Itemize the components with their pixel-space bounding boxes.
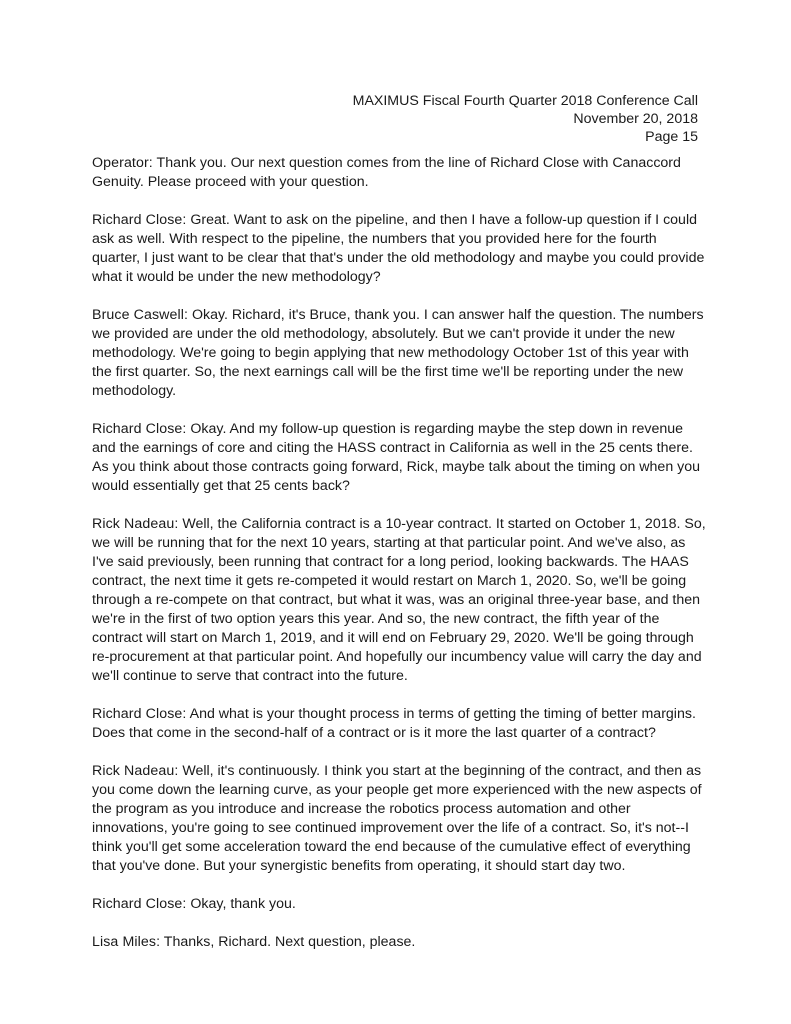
speaker-name: Lisa Miles: [92, 934, 161, 950]
transcript-paragraph [92, 211, 706, 287]
transcript-paragraph [92, 306, 706, 401]
transcript-paragraph [92, 420, 706, 496]
speech-text: Okay, thank you. [186, 896, 296, 912]
document-title: MAXIMUS Fiscal Fourth Quarter 2018 Conference Call [352, 93, 698, 109]
speaker-name: Operator: [92, 155, 153, 171]
speaker-name: Rick Nadeau: [92, 763, 179, 779]
transcript-paragraph [92, 933, 706, 952]
document-date: November 20, 2018 [573, 111, 698, 127]
speech-text: Great. Want to ask on the pipeline, and then I have a follow-up question if I could ask as well. With respect to the pipeline, the numbers that you provided here for the fourth quarter, I just want to be clear that that's under the old methodology and maybe you could provide what it would be under the new methodology? [92, 212, 705, 285]
speech-text: And what is your thought process in terms of getting the timing of better margins. Does that come in the second-half of a contract or is it more the last quarter of a contract? [92, 706, 696, 741]
transcript-paragraph [92, 762, 706, 876]
transcript-paragraph [92, 154, 706, 192]
transcript-paragraph [92, 705, 706, 743]
page-number: Page 15 [645, 129, 698, 145]
speaker-name: Rick Nadeau: [92, 516, 179, 532]
speech-text: Well, it's continuously. I think you start at the beginning of the contract, and then as you come down the learning curve, as your people get more experienced with the new aspects of the program as you introduce and increase the robotics process automation and other innovations, you're going to see continued improvement over the life of a contract. So, it's not--I think you'll get some acceleration toward the end because of the cumulative effect of everything that you've done. But your synergistic benefits from operating, it should start day two. [92, 763, 702, 874]
transcript-paragraph [92, 895, 706, 914]
speech-text: Thanks, Richard. Next question, please. [160, 934, 416, 950]
speech-text: Thank you. Our next question comes from the line of Richard Close with Canaccord Genuity. Please proceed with your question. [92, 155, 681, 190]
speech-text: Okay. And my follow-up question is regarding maybe the step down in revenue and the earnings of core and citing the HASS contract in California as well in the 25 cents there. As you think about those contracts going forward, Rick, maybe talk about the timing on when you would essentially get that 25 cents back? [92, 421, 701, 494]
speaker-name: Richard Close: [92, 212, 187, 228]
speaker-name: Richard Close: [92, 896, 187, 912]
speaker-name: Richard Close: [92, 706, 187, 722]
transcript-paragraph [92, 515, 706, 686]
transcript-body [92, 154, 706, 971]
speaker-name: Richard Close: [92, 421, 187, 437]
page-header [353, 92, 698, 146]
speech-text: Well, the California contract is a 10-year contract. It started on October 1, 2018. So, we will be running that for the next 10 years, starting at that particular point. And we've also, as I've said previously, been running that contract for a long period, looking backwards. The HAAS contract, the next time it gets re-competed it would restart on March 1, 2020. So, we'll be going through a re-compete on that contract, but what it was, was an original three-year base, and then we're in the first of two option years this year. And so, the new contract, the fifth year of the contract will start on March 1, 2019, and it will end on February 29, 2020. We'll be going through re-procurement at that particular point. And hopefully our incumbency value will carry the day and we'll continue to serve that contract into the future. [92, 516, 706, 684]
speech-text: Okay. Richard, it's Bruce, thank you. I can answer half the question. The numbers we provided are under the old methodology, absolutely. But we can't provide it under the new methodology. We're going to begin applying that new methodology October 1st of this year with the first quarter. So, the next earnings call will be the first time we'll be reporting under the new methodology. [92, 307, 704, 399]
speaker-name: Bruce Caswell: [92, 307, 189, 323]
